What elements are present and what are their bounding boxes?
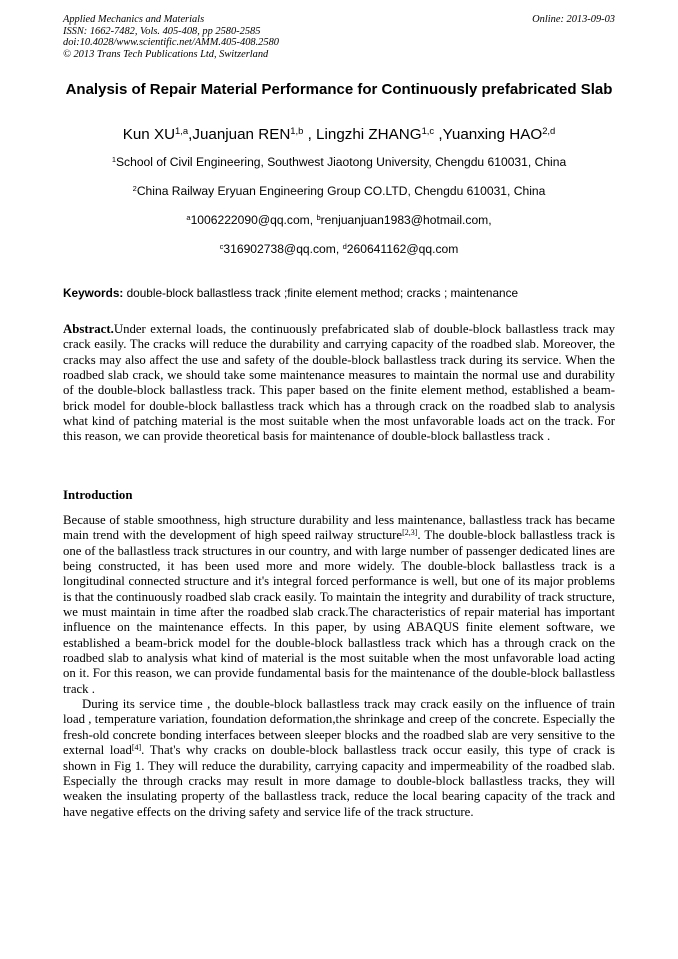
email-sup: d [342,241,347,251]
author-name: Lingzhi ZHANG [316,126,422,143]
author-separator: , [434,126,443,143]
email-address[interactable]: renjuanjuan1983@hotmail.com, [320,213,492,227]
author-list [40,126,638,144]
author-separator: , [188,126,193,143]
author-separator: , [303,126,317,143]
email-sup: a [186,212,191,222]
paper-title: Analysis of Repair Material Performance for Continuously prefabricated Slab [65,81,613,98]
affiliation-2 [40,184,638,199]
affiliation-1 [40,155,638,170]
author-name: Yuanxing HAO [442,126,543,143]
citation-ref: [4] [131,742,142,752]
introduction-heading: Introduction [63,488,133,502]
affiliation-text: School of Civil Engineering, Southwest Jiaotong University, Chengdu 610031, China [115,155,567,169]
abstract-paragraph [63,322,615,445]
introduction-paragraph-2 [63,697,615,820]
keywords-text: double-block ballastless track ;finite element method; cracks ; maintenance [123,286,519,300]
affiliation-text: China Railway Eryuan Engineering Group CO.LTD, Chengdu 610031, China [136,184,546,198]
issn-line: ISSN: 1662-7482, Vols. 405-408, pp 2580-2585 [63,25,261,37]
keywords-line [63,286,615,301]
email-sup: c [219,241,224,251]
abstract-text: Under external loads, the continuously prefabricated slab of double-block ballastless track may crack easily. The cracks will reduce the durability and carrying capacity of the roadbed slab. Moreover, the cracks may also affect the use and safety of the double-block ballastless track during its service. When the roadbed slab crack, we should take some maintenance measures to maintain the normal use and durability of the double-block ballastless track. This paper based on the finite element method, established a beam-brick model for double-block ballastless track which has a through crack on the roadbed slab to analysis what kind of patching material is the most suitable when the most unfavorable loads act on the track. For this reason, we can provide theoretical basis for maintenance of double-block ballastless track . [63,322,615,444]
email-address[interactable]: 260641162@qq.com [346,242,459,256]
online-date: Online: 2013-09-03 [532,14,615,25]
citation-ref: [2,3] [402,527,418,537]
author-sup: 1,c [421,124,435,136]
paragraph-text: During its service time , the double-block ballastless track may crack easily on the influence of train load , temperature variation, foundation deformation,the shrinkage and creep of the concrete. Especially the fresh-old concrete bonding interfaces between sleeper blocks and the roadbed slab are very sensitive to the external load [63,697,615,758]
author-sup: 1,b [290,124,304,136]
journal-name: Applied Mechanics and Materials [63,14,205,25]
introduction-paragraph-1 [63,513,615,697]
author-name: Juanjuan REN [192,126,291,143]
email-address[interactable]: 1006222090@qq.com, [190,213,317,227]
email-address[interactable]: 316902738@qq.com, [223,242,343,256]
copyright-line: © 2013 Trans Tech Publications Ltd, Switzerland [63,48,269,60]
affiliation-sup: 2 [132,183,137,193]
paragraph-text: Because of stable smoothness, high structure durability and less maintenance, ballastless track has became main trend with the development of high speed railway structure [63,513,615,543]
doi-line: doi:10.4028/www.scientific.net/AMM.405-408.2580 [63,37,279,49]
email-line-1 [40,213,638,228]
affiliation-sup: 1 [111,154,116,164]
paragraph-text: . The double-block ballastless track is one of the ballastless track structures in our country, and with large number of passenger dedicated lines are being constructed, it has been used more and more widely. The double-block ballastless track is a longitudinal connected structure and it's integral forced performance is well, but one of its major problems is that the continuously roadbed slab crack easily. To maintain the integrity and durability of track structure, we must maintain in time after the roadbed slab crack.The characteristics of repair material has important influence on the maintenance effects. In this paper, by using ABAQUS finite element software, we established a beam-brick model for the double-block ballastless track which has a through crack on the roadbed slab to analysis what kind of material is the most suitable when the most unfavorable load acting on it. For this reason, we can provide fundamental basis for the maintenance of the double-block ballastless track . [63,528,615,696]
author-sup: 1,a [175,124,189,136]
author-sup: 2,d [542,124,556,136]
journal-header [63,14,615,60]
email-line-2 [40,242,638,257]
author-name: Kun XU [122,126,176,143]
introduction-body [63,513,615,820]
paragraph-text: . That's why cracks on double-block ballastless track occur easily, this type of crack is shown in Fig 1. They will reduce the durability, carrying capacity and impermeability of the roadbed slab. Especially the through cracks may result in more damage to double-block ballastless tracks, they will weaken the insulating property of the ballastless track, reduce the local bearing capacity of the track and have negative effects on the driving safety and service life of the track structure. [63,743,615,819]
email-sup: b [316,212,321,222]
keywords-label: Keywords: [63,286,124,300]
abstract-label: Abstract. [63,322,114,336]
